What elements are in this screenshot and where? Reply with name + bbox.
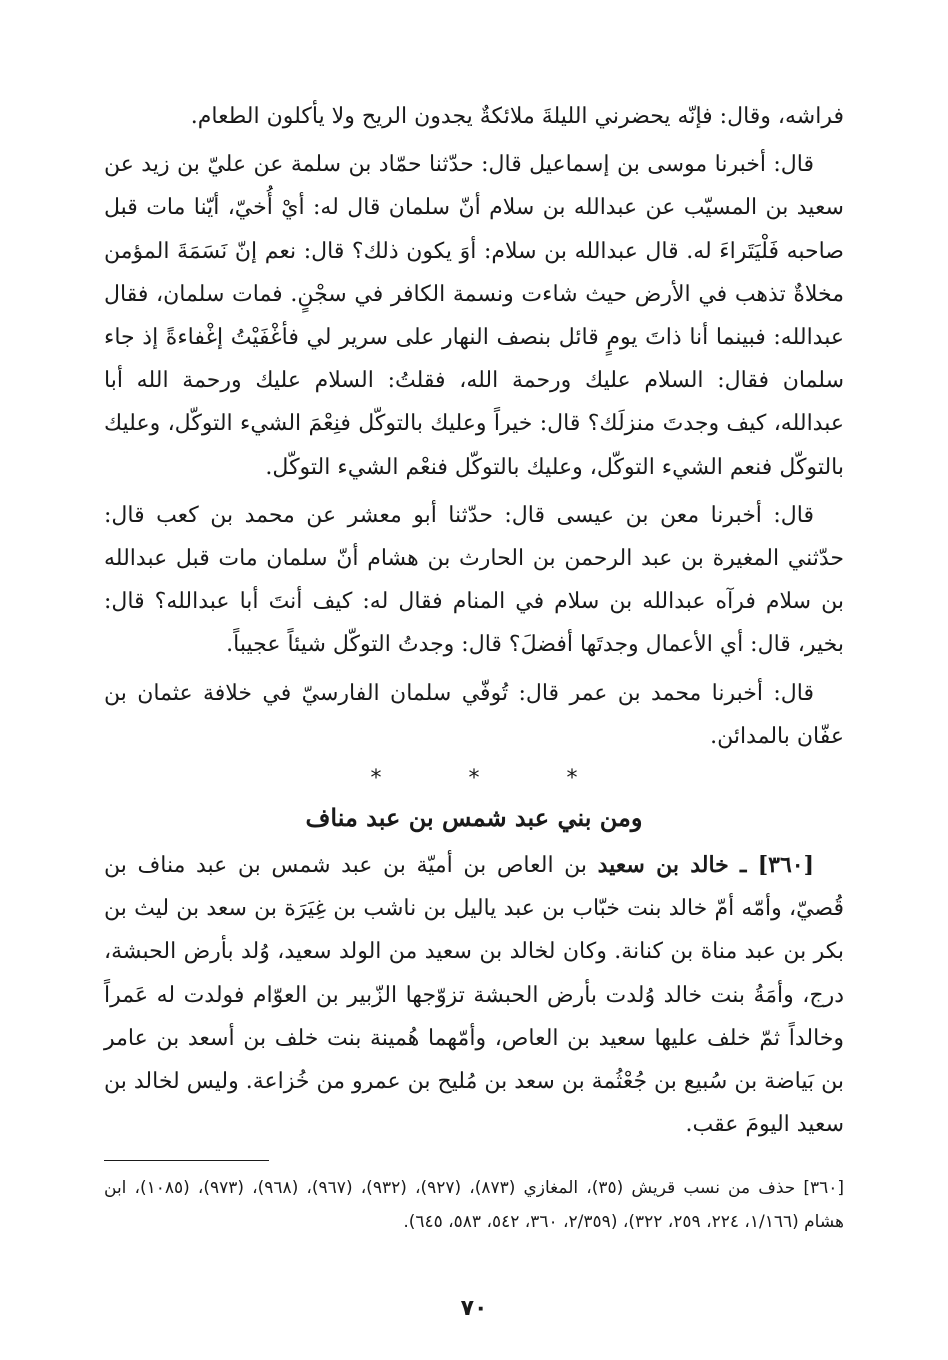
paragraph-continuation: فراشه، وقال: فإنّه يحضرني الليلةَ ملائكةٌ يجدون الريح ولا يأكلون الطعام. <box>190 104 844 129</box>
entry-lead: [٣٦٠] ـ خالد بن سعيد <box>597 852 814 879</box>
section-heading: ومن بني عبد شمس بن عبد مناف <box>305 803 643 833</box>
paragraph-salman-dream: قال: أخبرنا موسى بن إسماعيل قال: حدّثنا حمّاد بن سلمة عن عليّ بن زيد عن سعيد بن المسيّب عن عبدالله بن سلام أنّ سلمان قال له: أيْ أُخيّ، أيّنا مات قبل صاحبه فَلْيَتَراءَ له. قال عبدالله بن سلام: أوَ يكون ذلك؟ قال: نعم إنّ نَسَمَةَ المؤمن مخلاةٌ تذهب في الأرض حيث شاءت ونسمة الكافر في سجْنٍ. فمات سلمان، فقال عبدالله: فبينما أنا ذاتَ يومٍ قائل بنصف النهار على سرير لي فأغْفَيْتُ إغْفاءةً إذ جاء سلمان فقال: السلام عليك ورحمة الله، فقلتُ: السلام عليك ورحمة الله أبا عبدالله، كيف وجدتَ منزلَك؟ قال: خيراً وعليك بالتوكّل فنِعْمَ الشيء التوكّل، وعليك بالتوكّل فنعم الشيء التوكّل، وعليك بالتوكّل فنعْم الشيء التوكّل. <box>104 152 844 480</box>
page-number: ٧٠ <box>460 1296 488 1321</box>
book-page <box>104 95 844 1239</box>
paragraph-salman-death: قال: أخبرنا محمد بن عمر قال: تُوفّي سلمان الفارسيّ في خلافة عثمان بن عفّان بالمدائن. <box>104 680 844 749</box>
paragraph-maan-report: قال: أخبرنا معن بن عيسى قال: حدّثنا أبو معشر عن محمد بن كعب قال: حدّثني المغيرة بن عبد الرحمن بن الحارث بن هشام أنّ سلمان مات قبل عبدالله بن سلام فرآه عبدالله بن سلام في المنام فقال له: كيف أنتَ أبا عبدالله؟ قال: بخير، قال: أي الأعمال وجدتَها أفضلَ؟ قال: وجدتُ التوكّل شيئاً عجيباً. <box>104 502 844 658</box>
footnote: [٣٦٠] حذف من نسب قريش (٣٥)، المغازي (٨٧٣)، (٩٢٧)، (٩٣٢)، (٩٦٧)، (٩٦٨)، (٩٧٣)، (١٠٨٥)، ابن هشام (١/١٦٦، ٢٢٤، ٢٥٩، ٣٢٢)، (٢/٣٥٩، ٣٦٠، ٥٤٢، ٥٨٣، ٦٤٥). <box>104 1178 845 1233</box>
body-text <box>104 95 844 758</box>
entry-block <box>104 844 844 1146</box>
footnote-rule <box>104 1160 269 1161</box>
section-divider: * * * <box>370 766 618 792</box>
entry-paragraph <box>104 844 844 1146</box>
entry-text: بن العاص بن أميّة بن عبد شمس بن عبد مناف بن قُصيّ، وأمّه أمّ خالد بنت خبّاب بن عبد ياليل بن ناشب بن غِيَرَة بن سعد بن ليث بن بكر بن عبد مناة بن كنانة. وكان لخالد بن سعيد من الولد سعيد، وُلد بأرض الحبشة، درج، وأمَةُ بنت خالد وُلدت بأرض الحبشة تزوّجها الزّبير بن العوّام فولدت له عَمراً وخالداً ثمّ خلف عليها سعيد بن العاص، وأمّهما هُمينة بنت خلف بن أسعد بن عامر بن بَياضة بن سُبيع بن جُعْثُمة بن سعد بن مُليح بن عمرو من خُزاعة. وليس لخالد بن سعيد اليومَ عقب. <box>104 853 844 1138</box>
